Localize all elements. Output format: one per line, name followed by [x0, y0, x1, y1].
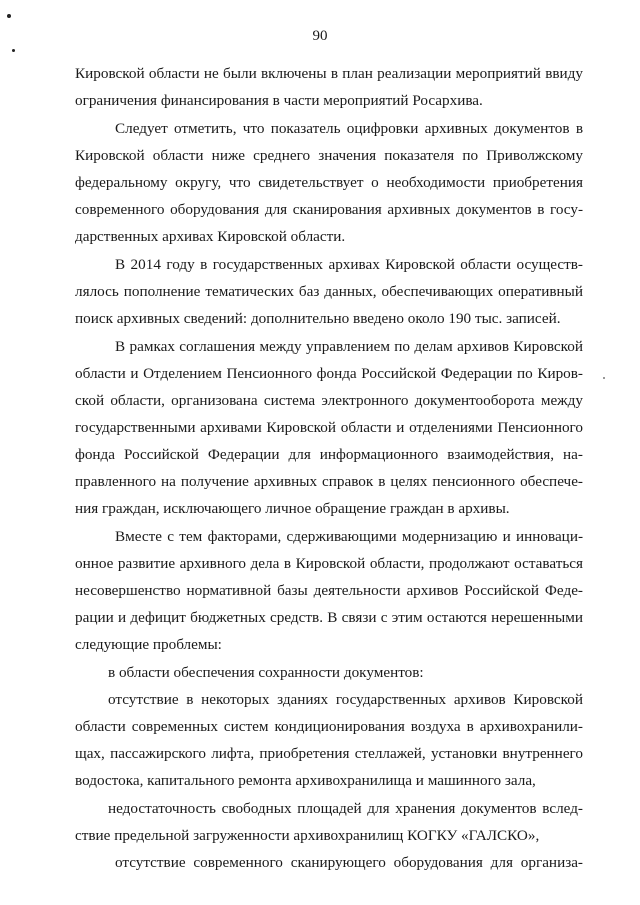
page-number: 90 — [312, 28, 328, 44]
scan-speck — [603, 377, 605, 379]
text-line: области современных систем кондиционирования воздуха в архивохранили- — [75, 718, 583, 735]
text-line: отсутствие современного сканирующего оборудования для организа- — [115, 854, 583, 871]
text-line: ния граждан, исключающего личное обращение граждан в архивы. — [75, 500, 510, 517]
text-line: щах, пассажирского лифта, приобретения стеллажей, установки внутреннего — [75, 745, 583, 762]
text-line: недостаточность свободных площадей для хранения документов вслед- — [108, 800, 583, 817]
text-line: ской области, организована система электронного документооборота между — [75, 392, 583, 409]
text-line: онное развитие архивного дела в Кировской области, продолжают оставаться — [75, 555, 583, 572]
text-line: Вместе с тем факторами, сдерживающими модернизацию и инноваци- — [115, 528, 583, 545]
text-line: В 2014 году в государственных архивах Кировской области осуществ- — [115, 256, 583, 273]
text-line: водостока, капитального ремонта архивохранилища и машинного зала, — [75, 772, 536, 789]
text-line: Кировской области ниже среднего значения показателя по Приволжскому — [75, 147, 583, 164]
scan-speck — [12, 49, 15, 52]
text-line: Кировской области не были включены в план реализации мероприятий ввиду — [75, 65, 583, 82]
text-line: государственными архивами Кировской области и отделениями Пенсионного — [75, 419, 583, 436]
text-line: области и Отделением Пенсионного фонда Российской Федерации по Киров- — [75, 365, 583, 382]
text-line: дарственных архивах Кировской области. — [75, 228, 346, 245]
text-line: В рамках соглашения между управлением по делам архивов Кировской — [115, 338, 583, 355]
text-line: рации и дефицит бюджетных средств. В связи с этим остаются нерешенными — [75, 609, 583, 626]
text-line: Следует отметить, что показатель оцифровки архивных документов в — [115, 120, 583, 137]
text-line: в области обеспечения сохранности документов: — [108, 664, 424, 681]
text-line: фонда Российской Федерации для информационного взаимодействия, на- — [75, 446, 583, 463]
text-line: отсутствие в некоторых зданиях государственных архивов Кировской — [108, 691, 583, 708]
text-line: несовершенство нормативной базы деятельности архивов Российской Феде- — [75, 582, 583, 599]
text-line: ствие предельной загруженности архивохранилищ КОГКУ «ГАЛСКО», — [75, 827, 540, 844]
text-line: поиск архивных сведений: дополнительно введено около 190 тыс. записей. — [75, 310, 561, 327]
text-line: следующие проблемы: — [75, 636, 222, 653]
text-line: правленного на получение архивных справок в целях пенсионного обеспече- — [75, 473, 583, 490]
text-line: современного оборудования для сканирования архивных документов в госу- — [75, 201, 583, 218]
text-line: лялось пополнение тематических баз данных, обеспечивающих оперативный — [75, 283, 583, 300]
text-line: федеральному округу, что свидетельствует о необходимости приобретения — [75, 174, 583, 191]
text-line: ограничения финансирования в части мероприятий Росархива. — [75, 92, 483, 109]
scan-speck — [7, 14, 11, 18]
